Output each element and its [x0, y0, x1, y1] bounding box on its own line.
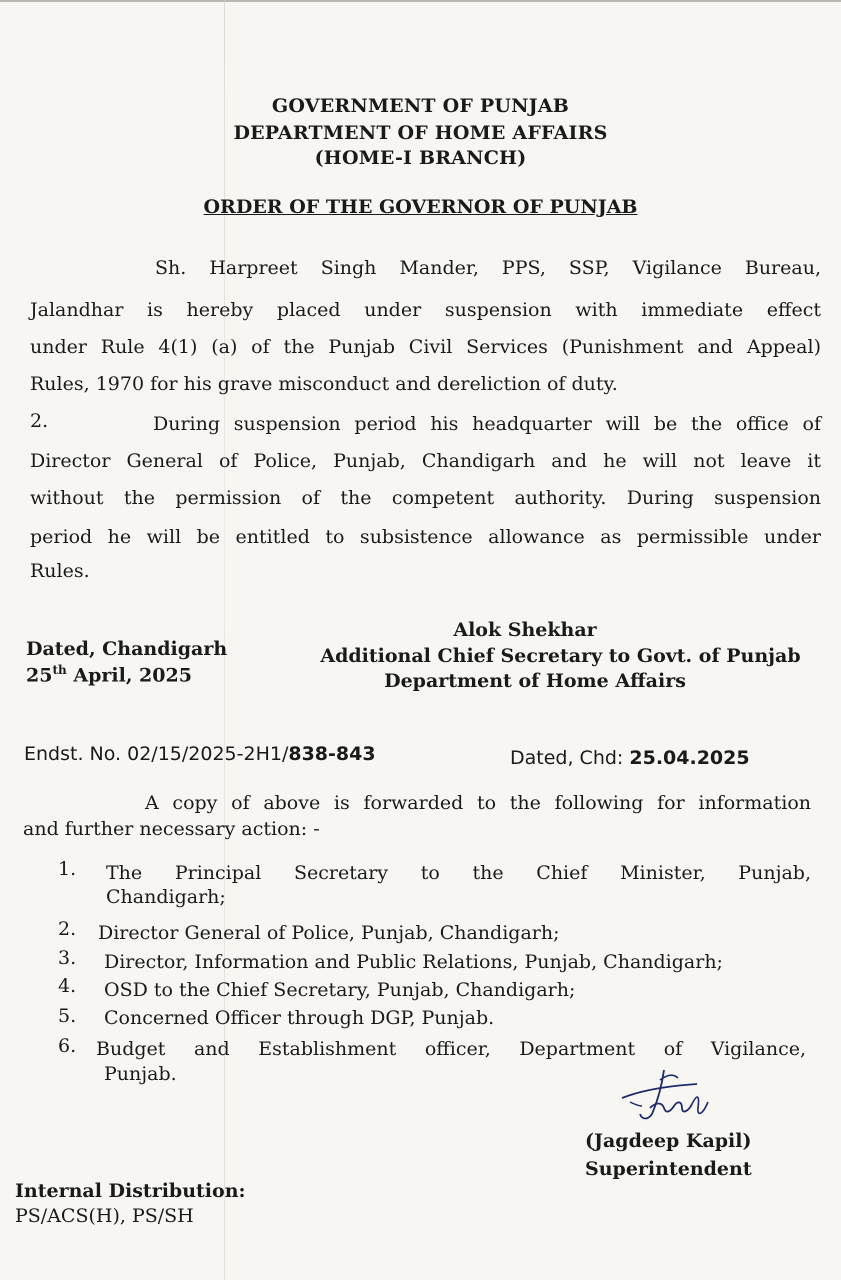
recipient-6-line1: Budget and Establishment officer, Department of Vigilance,	[96, 1038, 806, 1060]
signatory-department: Department of Home Affairs	[384, 670, 686, 692]
endorsement-range: 838-843	[288, 743, 376, 765]
recipient-1-line1: The Principal Secretary to the Chief Minister, Punjab,	[106, 862, 811, 884]
endorsement-date-label: Dated, Chd:	[510, 747, 630, 769]
para1-line2: Jalandhar is hereby placed under suspension with immediate effect	[30, 299, 821, 321]
para1-line4: Rules, 1970 for his grave misconduct and dereliction of duty.	[30, 373, 618, 395]
dated-date	[26, 663, 192, 686]
signatory-name: Alok Shekhar	[453, 619, 597, 641]
recipient-6-line2: Punjab.	[104, 1063, 177, 1085]
handwritten-signature	[612, 1062, 722, 1132]
para2-number: 2.	[30, 410, 49, 432]
dated-month-year: April, 2025	[66, 664, 192, 687]
header-government: GOVERNMENT OF PUNJAB	[271, 95, 570, 117]
para2-line4: period he will be entitled to subsistence allowance as permissible under	[30, 526, 821, 548]
recipient-3-line1: Director, Information and Public Relations, Punjab, Chandigarh;	[104, 951, 723, 973]
copy-forward-line2: and further necessary action: -	[23, 818, 320, 840]
signatory-designation: Additional Chief Secretary to Govt. of Punjab	[320, 645, 801, 667]
internal-distribution-label: Internal Distribution:	[15, 1180, 246, 1202]
order-title: ORDER OF THE GOVERNOR OF PUNJAB	[203, 196, 638, 218]
para2-line3: without the permission of the competent authority. During suspension	[30, 487, 821, 509]
para2-line2: Director General of Police, Punjab, Chandigarh and he will not leave it	[30, 450, 821, 472]
recipient-1-number: 1.	[58, 858, 77, 880]
recipient-2-line1: Director General of Police, Punjab, Chandigarh;	[98, 922, 560, 944]
recipient-4-line1: OSD to the Chief Secretary, Punjab, Chandigarh;	[104, 979, 576, 1001]
endorsement-date-value: 25.04.2025	[629, 747, 750, 769]
dated-day: 25	[26, 664, 53, 687]
endorsement-date	[510, 747, 750, 769]
recipient-6-number: 6.	[58, 1035, 77, 1057]
para1-line3: under Rule 4(1) (a) of the Punjab Civil Services (Punishment and Appeal)	[30, 336, 821, 358]
endorsement-number	[24, 743, 376, 765]
endorsement-prefix: Endst. No. 02/15/2025-2H1/	[24, 743, 289, 765]
recipient-3-number: 3.	[58, 947, 77, 969]
recipient-5-line1: Concerned Officer through DGP, Punjab.	[104, 1007, 495, 1029]
recipient-2-number: 2.	[58, 918, 77, 940]
sub-signatory-designation: Superintendent	[585, 1158, 752, 1180]
sub-signatory-name: (Jagdeep Kapil)	[585, 1130, 752, 1152]
recipient-4-number: 4.	[58, 975, 77, 997]
dated-day-suffix: th	[52, 663, 67, 677]
dated-place: Dated, Chandigarh	[26, 638, 228, 660]
para2-line1: During suspension period his headquarter will be the office of	[153, 413, 821, 435]
para2-line5: Rules.	[30, 560, 90, 582]
header-department: DEPARTMENT OF HOME AFFAIRS	[233, 122, 608, 144]
internal-distribution-value: PS/ACS(H), PS/SH	[15, 1205, 194, 1227]
recipient-5-number: 5.	[58, 1005, 77, 1027]
page-top-edge	[0, 0, 841, 2]
copy-forward-line1: A copy of above is forwarded to the following for information	[145, 792, 811, 814]
para1-line1: Sh. Harpreet Singh Mander, PPS, SSP, Vigilance Bureau,	[155, 257, 821, 279]
header-branch: (HOME-I BRANCH)	[314, 147, 527, 169]
recipient-1-line2: Chandigarh;	[106, 886, 226, 908]
